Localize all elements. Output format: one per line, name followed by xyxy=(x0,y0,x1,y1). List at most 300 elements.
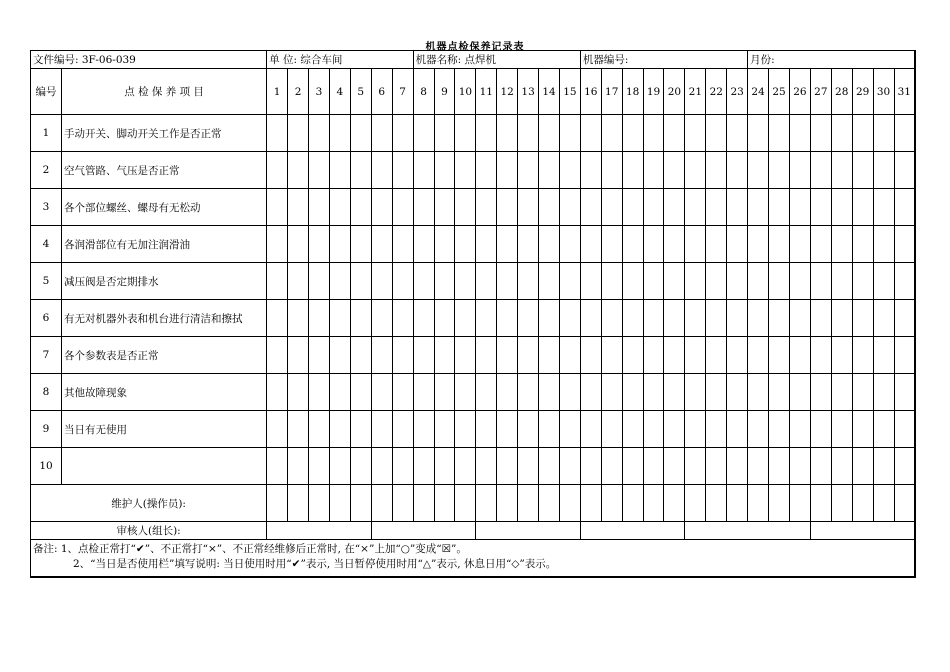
day-check-cell[interactable] xyxy=(706,189,727,226)
maintainer-sign-cell[interactable] xyxy=(643,485,664,522)
day-check-cell[interactable] xyxy=(455,226,476,263)
day-check-cell[interactable] xyxy=(831,374,852,411)
day-check-cell[interactable] xyxy=(371,226,392,263)
reviewer-sign-cell[interactable] xyxy=(476,522,581,540)
day-check-cell[interactable] xyxy=(329,152,350,189)
day-check-cell[interactable] xyxy=(601,374,622,411)
day-check-cell[interactable] xyxy=(455,300,476,337)
day-check-cell[interactable] xyxy=(748,448,769,485)
day-check-cell[interactable] xyxy=(894,374,915,411)
day-check-cell[interactable] xyxy=(643,226,664,263)
day-check-cell[interactable] xyxy=(413,226,434,263)
day-check-cell[interactable] xyxy=(873,115,894,152)
day-check-cell[interactable] xyxy=(413,374,434,411)
day-check-cell[interactable] xyxy=(497,152,518,189)
day-check-cell[interactable] xyxy=(601,300,622,337)
day-check-cell[interactable] xyxy=(413,115,434,152)
day-check-cell[interactable] xyxy=(413,411,434,448)
maintainer-sign-cell[interactable] xyxy=(852,485,873,522)
day-check-cell[interactable] xyxy=(873,226,894,263)
day-check-cell[interactable] xyxy=(350,337,371,374)
maintainer-sign-cell[interactable] xyxy=(727,485,748,522)
day-check-cell[interactable] xyxy=(288,226,309,263)
day-check-cell[interactable] xyxy=(873,300,894,337)
day-check-cell[interactable] xyxy=(308,152,329,189)
day-check-cell[interactable] xyxy=(308,374,329,411)
day-check-cell[interactable] xyxy=(685,411,706,448)
maintainer-sign-cell[interactable] xyxy=(748,485,769,522)
maintainer-sign-cell[interactable] xyxy=(810,485,831,522)
day-check-cell[interactable] xyxy=(601,263,622,300)
day-check-cell[interactable] xyxy=(789,411,810,448)
day-check-cell[interactable] xyxy=(664,374,685,411)
day-check-cell[interactable] xyxy=(371,411,392,448)
day-check-cell[interactable] xyxy=(539,263,560,300)
day-check-cell[interactable] xyxy=(392,115,413,152)
day-check-cell[interactable] xyxy=(789,115,810,152)
day-check-cell[interactable] xyxy=(664,411,685,448)
day-check-cell[interactable] xyxy=(706,152,727,189)
day-check-cell[interactable] xyxy=(789,300,810,337)
day-check-cell[interactable] xyxy=(685,448,706,485)
day-check-cell[interactable] xyxy=(455,115,476,152)
day-check-cell[interactable] xyxy=(559,115,580,152)
day-check-cell[interactable] xyxy=(831,189,852,226)
day-check-cell[interactable] xyxy=(727,226,748,263)
maintainer-sign-cell[interactable] xyxy=(518,485,539,522)
day-check-cell[interactable] xyxy=(455,448,476,485)
day-check-cell[interactable] xyxy=(288,374,309,411)
day-check-cell[interactable] xyxy=(873,411,894,448)
day-check-cell[interactable] xyxy=(267,263,288,300)
day-check-cell[interactable] xyxy=(643,448,664,485)
day-check-cell[interactable] xyxy=(559,448,580,485)
day-check-cell[interactable] xyxy=(748,300,769,337)
day-check-cell[interactable] xyxy=(748,374,769,411)
maintainer-sign-cell[interactable] xyxy=(371,485,392,522)
day-check-cell[interactable] xyxy=(748,337,769,374)
day-check-cell[interactable] xyxy=(664,115,685,152)
day-check-cell[interactable] xyxy=(392,337,413,374)
day-check-cell[interactable] xyxy=(308,300,329,337)
day-check-cell[interactable] xyxy=(434,226,455,263)
day-check-cell[interactable] xyxy=(476,411,497,448)
maintainer-sign-cell[interactable] xyxy=(350,485,371,522)
day-check-cell[interactable] xyxy=(769,300,790,337)
day-check-cell[interactable] xyxy=(539,226,560,263)
day-check-cell[interactable] xyxy=(706,300,727,337)
day-check-cell[interactable] xyxy=(789,374,810,411)
day-check-cell[interactable] xyxy=(706,226,727,263)
day-check-cell[interactable] xyxy=(539,115,560,152)
day-check-cell[interactable] xyxy=(789,189,810,226)
day-check-cell[interactable] xyxy=(894,337,915,374)
day-check-cell[interactable] xyxy=(476,300,497,337)
day-check-cell[interactable] xyxy=(580,300,601,337)
day-check-cell[interactable] xyxy=(789,263,810,300)
day-check-cell[interactable] xyxy=(539,300,560,337)
day-check-cell[interactable] xyxy=(267,411,288,448)
day-check-cell[interactable] xyxy=(748,189,769,226)
day-check-cell[interactable] xyxy=(664,226,685,263)
day-check-cell[interactable] xyxy=(350,189,371,226)
day-check-cell[interactable] xyxy=(497,300,518,337)
day-check-cell[interactable] xyxy=(308,189,329,226)
reviewer-sign-cell[interactable] xyxy=(810,522,915,540)
day-check-cell[interactable] xyxy=(539,374,560,411)
day-check-cell[interactable] xyxy=(852,374,873,411)
day-check-cell[interactable] xyxy=(329,448,350,485)
day-check-cell[interactable] xyxy=(308,411,329,448)
day-check-cell[interactable] xyxy=(748,226,769,263)
maintainer-sign-cell[interactable] xyxy=(539,485,560,522)
day-check-cell[interactable] xyxy=(706,448,727,485)
day-check-cell[interactable] xyxy=(434,337,455,374)
day-check-cell[interactable] xyxy=(539,189,560,226)
day-check-cell[interactable] xyxy=(852,226,873,263)
day-check-cell[interactable] xyxy=(852,448,873,485)
day-check-cell[interactable] xyxy=(580,189,601,226)
maintainer-sign-cell[interactable] xyxy=(476,485,497,522)
day-check-cell[interactable] xyxy=(622,115,643,152)
day-check-cell[interactable] xyxy=(727,337,748,374)
day-check-cell[interactable] xyxy=(852,411,873,448)
day-check-cell[interactable] xyxy=(873,374,894,411)
day-check-cell[interactable] xyxy=(769,448,790,485)
day-check-cell[interactable] xyxy=(810,152,831,189)
day-check-cell[interactable] xyxy=(350,448,371,485)
day-check-cell[interactable] xyxy=(622,374,643,411)
day-check-cell[interactable] xyxy=(350,226,371,263)
day-check-cell[interactable] xyxy=(371,448,392,485)
day-check-cell[interactable] xyxy=(267,337,288,374)
day-check-cell[interactable] xyxy=(518,411,539,448)
day-check-cell[interactable] xyxy=(580,411,601,448)
day-check-cell[interactable] xyxy=(580,115,601,152)
day-check-cell[interactable] xyxy=(769,374,790,411)
day-check-cell[interactable] xyxy=(476,152,497,189)
day-check-cell[interactable] xyxy=(873,448,894,485)
day-check-cell[interactable] xyxy=(559,152,580,189)
day-check-cell[interactable] xyxy=(392,374,413,411)
day-check-cell[interactable] xyxy=(894,115,915,152)
day-check-cell[interactable] xyxy=(392,152,413,189)
day-check-cell[interactable] xyxy=(810,300,831,337)
day-check-cell[interactable] xyxy=(664,300,685,337)
day-check-cell[interactable] xyxy=(789,337,810,374)
day-check-cell[interactable] xyxy=(769,115,790,152)
day-check-cell[interactable] xyxy=(810,115,831,152)
day-check-cell[interactable] xyxy=(894,226,915,263)
day-check-cell[interactable] xyxy=(706,337,727,374)
day-check-cell[interactable] xyxy=(497,189,518,226)
day-check-cell[interactable] xyxy=(685,263,706,300)
day-check-cell[interactable] xyxy=(580,152,601,189)
day-check-cell[interactable] xyxy=(497,226,518,263)
day-check-cell[interactable] xyxy=(518,263,539,300)
day-check-cell[interactable] xyxy=(643,374,664,411)
day-check-cell[interactable] xyxy=(810,374,831,411)
day-check-cell[interactable] xyxy=(664,448,685,485)
day-check-cell[interactable] xyxy=(643,115,664,152)
day-check-cell[interactable] xyxy=(518,226,539,263)
day-check-cell[interactable] xyxy=(497,411,518,448)
day-check-cell[interactable] xyxy=(727,374,748,411)
day-check-cell[interactable] xyxy=(434,374,455,411)
day-check-cell[interactable] xyxy=(518,337,539,374)
day-check-cell[interactable] xyxy=(497,263,518,300)
day-check-cell[interactable] xyxy=(329,300,350,337)
maintainer-sign-cell[interactable] xyxy=(308,485,329,522)
day-check-cell[interactable] xyxy=(769,263,790,300)
day-check-cell[interactable] xyxy=(559,263,580,300)
maintainer-sign-cell[interactable] xyxy=(497,485,518,522)
maintainer-sign-cell[interactable] xyxy=(831,485,852,522)
day-check-cell[interactable] xyxy=(769,152,790,189)
day-check-cell[interactable] xyxy=(539,411,560,448)
day-check-cell[interactable] xyxy=(371,263,392,300)
day-check-cell[interactable] xyxy=(371,115,392,152)
day-check-cell[interactable] xyxy=(476,189,497,226)
day-check-cell[interactable] xyxy=(329,189,350,226)
day-check-cell[interactable] xyxy=(497,374,518,411)
reviewer-sign-cell[interactable] xyxy=(267,522,372,540)
day-check-cell[interactable] xyxy=(434,189,455,226)
day-check-cell[interactable] xyxy=(539,337,560,374)
day-check-cell[interactable] xyxy=(643,337,664,374)
day-check-cell[interactable] xyxy=(622,152,643,189)
day-check-cell[interactable] xyxy=(559,300,580,337)
maintainer-sign-cell[interactable] xyxy=(559,485,580,522)
day-check-cell[interactable] xyxy=(308,263,329,300)
day-check-cell[interactable] xyxy=(476,448,497,485)
day-check-cell[interactable] xyxy=(371,152,392,189)
day-check-cell[interactable] xyxy=(392,263,413,300)
day-check-cell[interactable] xyxy=(413,189,434,226)
day-check-cell[interactable] xyxy=(329,115,350,152)
day-check-cell[interactable] xyxy=(559,411,580,448)
day-check-cell[interactable] xyxy=(685,300,706,337)
day-check-cell[interactable] xyxy=(852,115,873,152)
day-check-cell[interactable] xyxy=(288,263,309,300)
day-check-cell[interactable] xyxy=(810,263,831,300)
day-check-cell[interactable] xyxy=(329,226,350,263)
day-check-cell[interactable] xyxy=(622,448,643,485)
day-check-cell[interactable] xyxy=(643,189,664,226)
day-check-cell[interactable] xyxy=(727,263,748,300)
day-check-cell[interactable] xyxy=(455,189,476,226)
reviewer-sign-cell[interactable] xyxy=(580,522,685,540)
day-check-cell[interactable] xyxy=(518,374,539,411)
day-check-cell[interactable] xyxy=(685,152,706,189)
day-check-cell[interactable] xyxy=(748,152,769,189)
day-check-cell[interactable] xyxy=(706,263,727,300)
day-check-cell[interactable] xyxy=(643,152,664,189)
day-check-cell[interactable] xyxy=(350,263,371,300)
day-check-cell[interactable] xyxy=(748,411,769,448)
day-check-cell[interactable] xyxy=(476,337,497,374)
day-check-cell[interactable] xyxy=(267,374,288,411)
day-check-cell[interactable] xyxy=(727,152,748,189)
maintainer-sign-cell[interactable] xyxy=(413,485,434,522)
maintainer-sign-cell[interactable] xyxy=(789,485,810,522)
day-check-cell[interactable] xyxy=(810,189,831,226)
day-check-cell[interactable] xyxy=(601,337,622,374)
day-check-cell[interactable] xyxy=(455,263,476,300)
day-check-cell[interactable] xyxy=(664,189,685,226)
day-check-cell[interactable] xyxy=(852,263,873,300)
day-check-cell[interactable] xyxy=(476,115,497,152)
day-check-cell[interactable] xyxy=(288,411,309,448)
day-check-cell[interactable] xyxy=(894,411,915,448)
day-check-cell[interactable] xyxy=(288,115,309,152)
reviewer-sign-cell[interactable] xyxy=(685,522,810,540)
day-check-cell[interactable] xyxy=(727,448,748,485)
day-check-cell[interactable] xyxy=(727,115,748,152)
day-check-cell[interactable] xyxy=(894,189,915,226)
day-check-cell[interactable] xyxy=(518,152,539,189)
day-check-cell[interactable] xyxy=(371,189,392,226)
day-check-cell[interactable] xyxy=(267,300,288,337)
day-check-cell[interactable] xyxy=(810,226,831,263)
day-check-cell[interactable] xyxy=(267,189,288,226)
day-check-cell[interactable] xyxy=(748,263,769,300)
day-check-cell[interactable] xyxy=(371,337,392,374)
day-check-cell[interactable] xyxy=(392,448,413,485)
day-check-cell[interactable] xyxy=(580,448,601,485)
day-check-cell[interactable] xyxy=(622,411,643,448)
day-check-cell[interactable] xyxy=(601,411,622,448)
day-check-cell[interactable] xyxy=(497,448,518,485)
day-check-cell[interactable] xyxy=(894,152,915,189)
day-check-cell[interactable] xyxy=(894,448,915,485)
day-check-cell[interactable] xyxy=(873,152,894,189)
day-check-cell[interactable] xyxy=(455,337,476,374)
day-check-cell[interactable] xyxy=(685,115,706,152)
day-check-cell[interactable] xyxy=(706,374,727,411)
day-check-cell[interactable] xyxy=(559,226,580,263)
day-check-cell[interactable] xyxy=(497,115,518,152)
day-check-cell[interactable] xyxy=(350,411,371,448)
maintainer-sign-cell[interactable] xyxy=(706,485,727,522)
maintainer-sign-cell[interactable] xyxy=(769,485,790,522)
day-check-cell[interactable] xyxy=(831,411,852,448)
day-check-cell[interactable] xyxy=(727,411,748,448)
day-check-cell[interactable] xyxy=(308,448,329,485)
maintainer-sign-cell[interactable] xyxy=(873,485,894,522)
day-check-cell[interactable] xyxy=(643,263,664,300)
day-check-cell[interactable] xyxy=(267,152,288,189)
day-check-cell[interactable] xyxy=(434,448,455,485)
day-check-cell[interactable] xyxy=(622,300,643,337)
day-check-cell[interactable] xyxy=(685,226,706,263)
day-check-cell[interactable] xyxy=(329,374,350,411)
day-check-cell[interactable] xyxy=(308,226,329,263)
maintainer-sign-cell[interactable] xyxy=(894,485,915,522)
maintainer-sign-cell[interactable] xyxy=(601,485,622,522)
day-check-cell[interactable] xyxy=(288,448,309,485)
day-check-cell[interactable] xyxy=(664,263,685,300)
day-check-cell[interactable] xyxy=(497,337,518,374)
day-check-cell[interactable] xyxy=(580,337,601,374)
day-check-cell[interactable] xyxy=(831,448,852,485)
day-check-cell[interactable] xyxy=(852,337,873,374)
day-check-cell[interactable] xyxy=(476,374,497,411)
day-check-cell[interactable] xyxy=(288,152,309,189)
day-check-cell[interactable] xyxy=(308,337,329,374)
maintainer-sign-cell[interactable] xyxy=(580,485,601,522)
day-check-cell[interactable] xyxy=(392,226,413,263)
maintainer-sign-cell[interactable] xyxy=(434,485,455,522)
day-check-cell[interactable] xyxy=(559,189,580,226)
day-check-cell[interactable] xyxy=(434,115,455,152)
day-check-cell[interactable] xyxy=(894,300,915,337)
maintainer-sign-cell[interactable] xyxy=(329,485,350,522)
day-check-cell[interactable] xyxy=(476,226,497,263)
day-check-cell[interactable] xyxy=(539,448,560,485)
day-check-cell[interactable] xyxy=(664,152,685,189)
maintainer-sign-cell[interactable] xyxy=(267,485,288,522)
day-check-cell[interactable] xyxy=(685,374,706,411)
day-check-cell[interactable] xyxy=(601,115,622,152)
maintainer-sign-cell[interactable] xyxy=(288,485,309,522)
day-check-cell[interactable] xyxy=(831,337,852,374)
day-check-cell[interactable] xyxy=(873,189,894,226)
day-check-cell[interactable] xyxy=(455,374,476,411)
day-check-cell[interactable] xyxy=(413,448,434,485)
day-check-cell[interactable] xyxy=(873,263,894,300)
day-check-cell[interactable] xyxy=(267,115,288,152)
day-check-cell[interactable] xyxy=(831,263,852,300)
day-check-cell[interactable] xyxy=(789,152,810,189)
day-check-cell[interactable] xyxy=(831,300,852,337)
day-check-cell[interactable] xyxy=(580,263,601,300)
day-check-cell[interactable] xyxy=(769,226,790,263)
day-check-cell[interactable] xyxy=(329,263,350,300)
day-check-cell[interactable] xyxy=(622,226,643,263)
day-check-cell[interactable] xyxy=(288,337,309,374)
day-check-cell[interactable] xyxy=(601,448,622,485)
day-check-cell[interactable] xyxy=(580,226,601,263)
day-check-cell[interactable] xyxy=(434,411,455,448)
day-check-cell[interactable] xyxy=(329,411,350,448)
day-check-cell[interactable] xyxy=(727,189,748,226)
day-check-cell[interactable] xyxy=(789,448,810,485)
day-check-cell[interactable] xyxy=(350,300,371,337)
day-check-cell[interactable] xyxy=(413,300,434,337)
day-check-cell[interactable] xyxy=(622,263,643,300)
day-check-cell[interactable] xyxy=(727,300,748,337)
day-check-cell[interactable] xyxy=(518,115,539,152)
day-check-cell[interactable] xyxy=(622,337,643,374)
day-check-cell[interactable] xyxy=(518,300,539,337)
day-check-cell[interactable] xyxy=(643,411,664,448)
day-check-cell[interactable] xyxy=(706,115,727,152)
day-check-cell[interactable] xyxy=(769,411,790,448)
day-check-cell[interactable] xyxy=(350,374,371,411)
day-check-cell[interactable] xyxy=(769,189,790,226)
day-check-cell[interactable] xyxy=(371,300,392,337)
day-check-cell[interactable] xyxy=(539,152,560,189)
day-check-cell[interactable] xyxy=(601,189,622,226)
day-check-cell[interactable] xyxy=(831,226,852,263)
day-check-cell[interactable] xyxy=(392,300,413,337)
day-check-cell[interactable] xyxy=(852,189,873,226)
day-check-cell[interactable] xyxy=(601,226,622,263)
day-check-cell[interactable] xyxy=(559,337,580,374)
day-check-cell[interactable] xyxy=(810,337,831,374)
day-check-cell[interactable] xyxy=(559,374,580,411)
